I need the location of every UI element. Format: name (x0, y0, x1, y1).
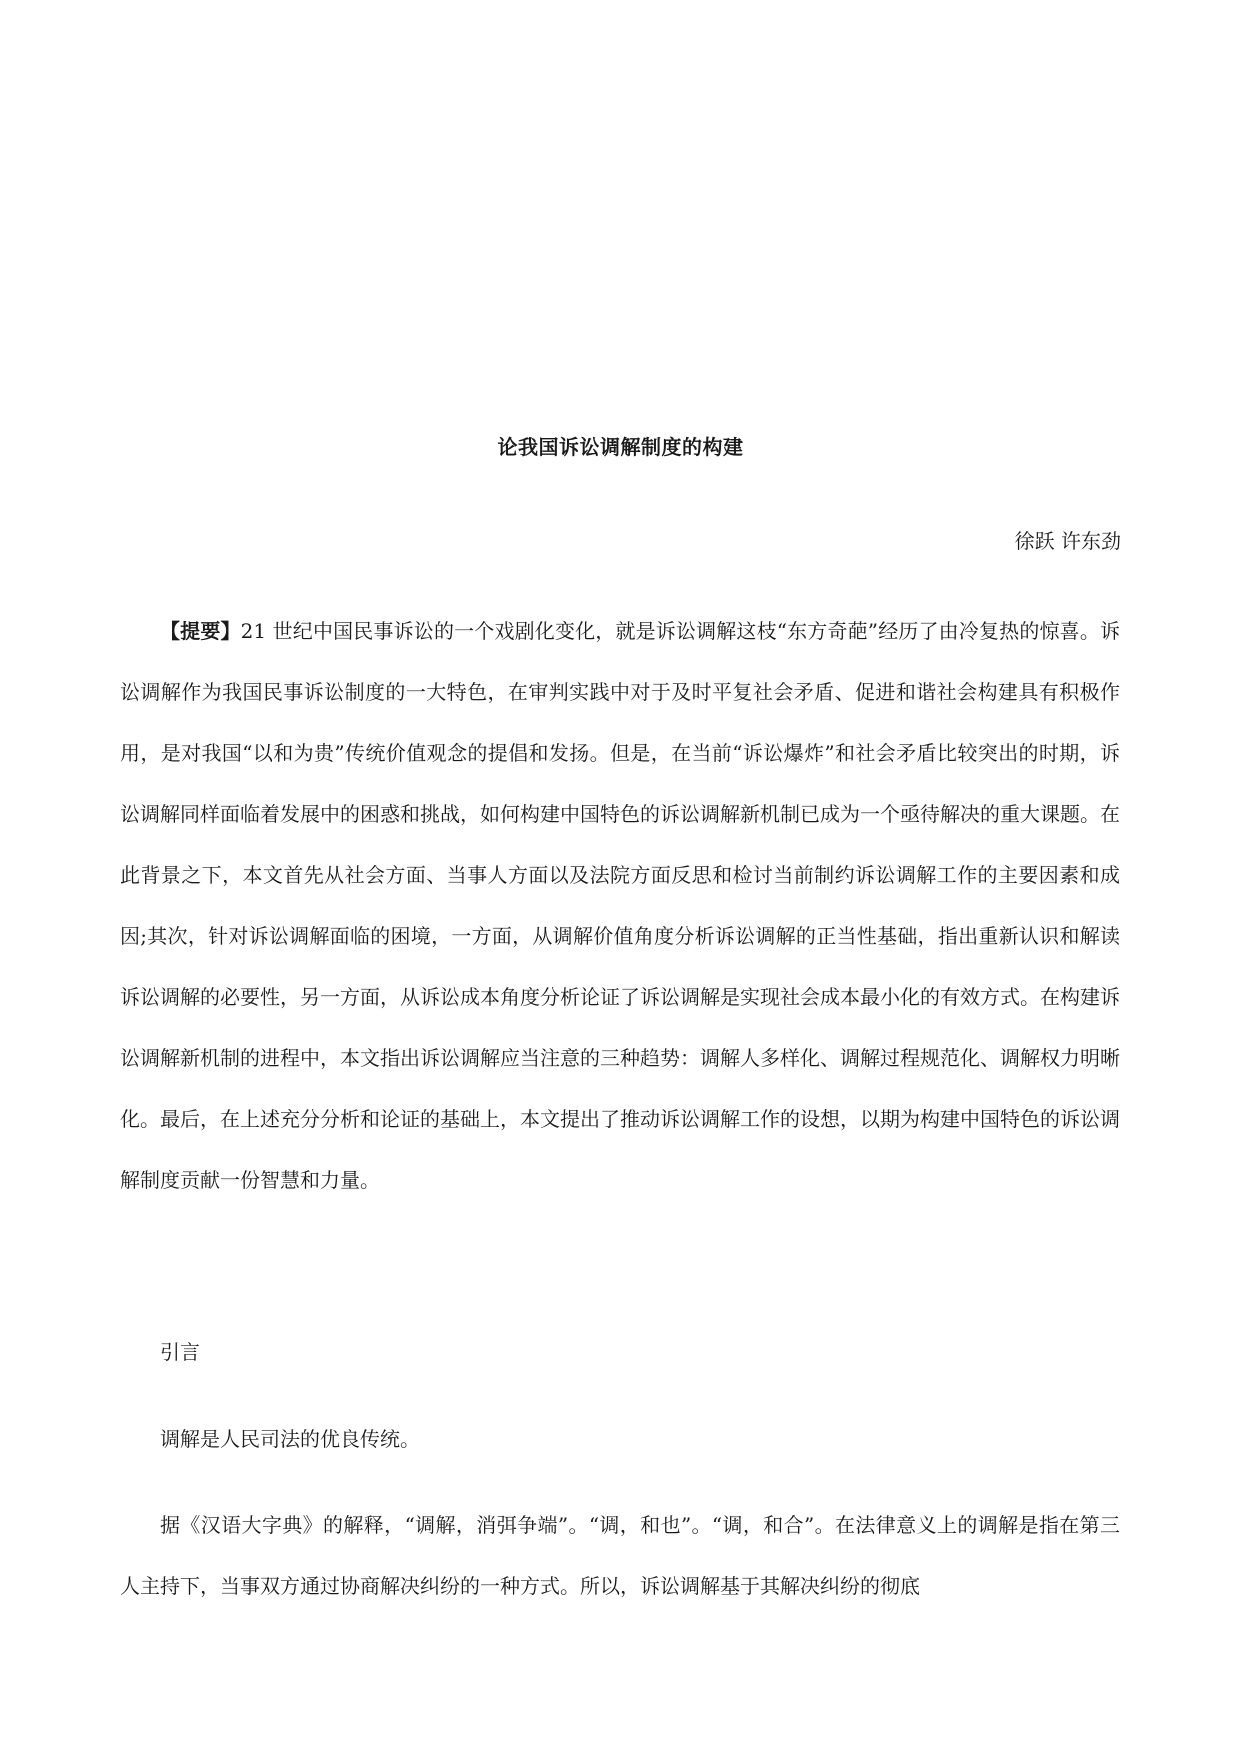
section-heading-introduction: 引言 (160, 1340, 200, 1364)
body-paragraph: 据《汉语大字典》的解释，“调解，消弭争端”。“调，和也”。“调，和合”。在法律意义上的调解是指在第三人主持下，当事双方通过协商解决纠纷的一种方式。所以，诉讼调解基于其解决纠纷的彻底 (120, 1513, 1120, 1598)
abstract-text: 21 世纪中国民事诉讼的一个戏剧化变化，就是诉讼调解这枝“东方奇葩”经历了由冷复热的惊喜。诉讼调解作为我国民事诉讼制度的一大特色，在审判实践中对于及时平复社会矛盾、促进和谐社会构建具有积极作用，是对我国“以和为贵”传统价值观念的提倡和发扬。但是，在当前“诉讼爆炸”和社会矛盾比较突出的时期，诉讼调解同样面临着发展中的困惑和挑战，如何构建中国特色的诉讼调解新机制已成为一个亟待解决的重大课题。在此背景之下，本文首先从社会方面、当事人方面以及法院方面反思和检讨当前制约诉讼调解工作的主要因素和成因;其次，针对诉讼调解面临的困境，一方面，从调解价值角度分析诉讼调解的正当性基础，指出重新认识和解读诉讼调解的必要性，另一方面，从诉讼成本角度分析论证了诉讼调解是实现社会成本最小化的有效方式。在构建诉讼调解新机制的进程中，本文指出诉讼调解应当注意的三种趋势：调解人多样化、调解过程规范化、调解权力明晰化。最后，在上述充分分析和论证的基础上，本文提出了推动诉讼调解工作的设想，以期为构建中国特色的诉讼调解制度贡献一份智慧和力量。 (120, 619, 1121, 1192)
document-title: 论我国诉讼调解制度的构建 (497, 435, 744, 459)
document-authors: 徐跃 许东劲 (1014, 529, 1121, 553)
abstract-paragraph (120, 601, 1120, 1211)
body-paragraph: 调解是人民司法的优良传统。 (160, 1427, 420, 1451)
abstract-label: 【提要】 (160, 619, 241, 643)
